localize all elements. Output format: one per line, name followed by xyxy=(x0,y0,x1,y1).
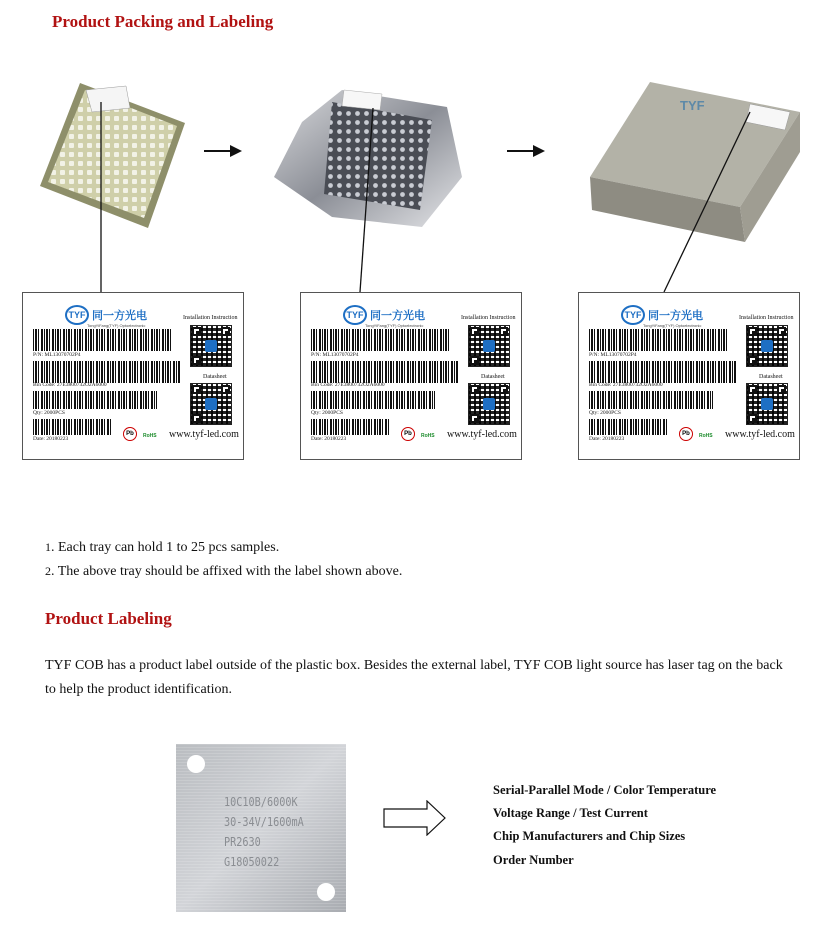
label-brand-sub: TongYiFang(TYF) Optoelectronic xyxy=(365,323,424,328)
label-datasheet: Datasheet xyxy=(203,374,227,380)
label-brand: 同一方光电 xyxy=(92,309,147,322)
qr-code-icon xyxy=(190,325,232,367)
spec-item: Voltage Range / Test Current xyxy=(493,806,648,820)
tyf-logo-icon: TYF xyxy=(621,305,645,325)
qr-code-icon xyxy=(190,383,232,425)
barcode-icon xyxy=(589,391,713,409)
barcode-icon xyxy=(589,419,667,435)
label-pn: P/N: ML13070702P4 xyxy=(311,352,359,358)
barcode-icon xyxy=(311,419,389,435)
qr-code-icon xyxy=(468,383,510,425)
rohs-icon: RoHS xyxy=(421,433,435,439)
rohs-icon: RoHS xyxy=(699,433,713,439)
label-bin: Bin Code: 27E3800732O2A6000 xyxy=(33,382,107,388)
plate-line: PR2630 xyxy=(224,835,261,850)
product-label xyxy=(22,292,244,460)
label-url: www.tyf-led.com xyxy=(169,429,239,440)
spec-item: Order Number xyxy=(493,853,574,867)
label-bin: Bin Code: 27E3800732O2A6000 xyxy=(589,382,663,388)
plate-line: 30-34V/1600mA xyxy=(224,815,304,830)
laser-tag-plate xyxy=(176,744,346,912)
label-brand: 同一方光电 xyxy=(370,309,425,322)
spec-item: Serial-Parallel Mode / Color Temperature xyxy=(493,783,717,797)
list-item xyxy=(45,564,402,580)
list-item-number: 2 xyxy=(45,564,51,578)
product-label xyxy=(578,292,800,460)
list-item xyxy=(45,540,279,556)
barcode-icon xyxy=(311,329,451,351)
label-install-text: Installation Instruction xyxy=(183,315,238,321)
barcode-icon xyxy=(589,329,729,351)
pb-free-icon: Pb xyxy=(401,427,415,441)
product-label xyxy=(300,292,522,460)
label-qty: Qty: 2000PCS xyxy=(33,410,65,416)
label-brand: 同一方光电 xyxy=(648,309,703,322)
label-datasheet: Datasheet xyxy=(759,374,783,380)
label-date: Date: 20180223 xyxy=(33,436,69,442)
qr-code-icon xyxy=(746,325,788,367)
barcode-icon xyxy=(33,419,111,435)
label-url: www.tyf-led.com xyxy=(447,429,517,440)
list-item-number: 1 xyxy=(45,540,51,554)
label-pn: P/N: ML13070702P4 xyxy=(589,352,637,358)
barcode-icon xyxy=(311,391,435,409)
label-datasheet: Datasheet xyxy=(481,374,505,380)
barcode-icon xyxy=(33,361,181,383)
section-title-packing: Product Packing and Labeling xyxy=(52,12,274,31)
label-brand-sub: TongYiFang(TYF) Optoelectronic xyxy=(643,323,702,328)
list-item-text: . Each tray can hold 1 to 25 pcs samples. xyxy=(51,540,280,555)
label-qty: Qty: 2000PCS xyxy=(589,410,621,416)
label-url: www.tyf-led.com xyxy=(725,429,795,440)
outline-arrow-icon xyxy=(383,800,447,836)
qr-code-icon xyxy=(746,383,788,425)
label-bin: Bin Code: 27E3800732O2A6000 xyxy=(311,382,385,388)
section-title-labeling: Product Labeling xyxy=(45,609,172,628)
plate-line: G18050022 xyxy=(224,855,280,870)
spec-item: Chip Manufacturers and Chip Sizes xyxy=(493,829,686,843)
qr-code-icon xyxy=(468,325,510,367)
list-item-text: . The above tray should be affixed with the label shown above. xyxy=(51,564,403,579)
leader-lines xyxy=(0,0,837,300)
label-qty: Qty: 2000PCS xyxy=(311,410,343,416)
label-pn: P/N: ML13070702P4 xyxy=(33,352,81,358)
label-install-text: Installation Instruction xyxy=(739,315,794,321)
box-brand-text: TYF xyxy=(680,98,705,113)
label-date: Date: 20180223 xyxy=(589,436,625,442)
barcode-icon xyxy=(33,391,157,409)
barcode-icon xyxy=(33,329,173,351)
barcode-icon xyxy=(589,361,737,383)
labeling-paragraph: TYF COB has a product label outside of the plastic box. Besides the external label, TYF COB light source has laser tag on the back to help the product identification. xyxy=(45,658,783,697)
rohs-icon: RoHS xyxy=(143,433,157,439)
label-brand-sub: TongYiFang(TYF) Optoelectronic xyxy=(87,323,146,328)
barcode-icon xyxy=(311,361,459,383)
pb-free-icon: Pb xyxy=(679,427,693,441)
label-date: Date: 20180223 xyxy=(311,436,347,442)
label-install-text: Installation Instruction xyxy=(461,315,516,321)
tyf-logo-icon: TYF xyxy=(65,305,89,325)
pb-free-icon: Pb xyxy=(123,427,137,441)
plate-line: 10C10B/6000K xyxy=(224,795,298,810)
tyf-logo-icon: TYF xyxy=(343,305,367,325)
